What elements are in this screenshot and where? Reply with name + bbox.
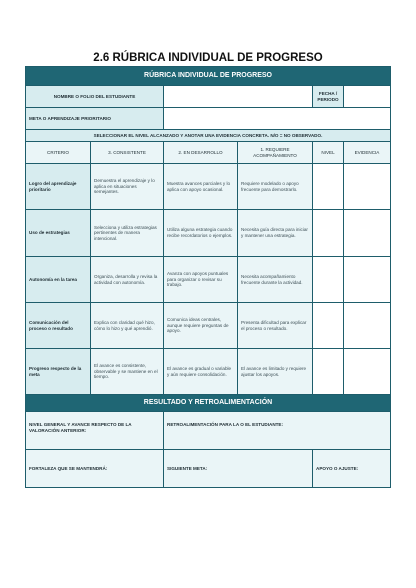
column-header: 2. EN DESARROLLO (163, 142, 237, 163)
evidence-field[interactable] (343, 257, 390, 302)
goal-field[interactable] (163, 108, 390, 129)
next-goal-label: SIGUIENTE META: (167, 465, 208, 471)
level-field[interactable] (312, 257, 343, 302)
criterion-row (26, 302, 390, 348)
level-1-description: El avance es limitado y requiere ajustar los apoyos. (237, 349, 312, 394)
column-header-row (26, 141, 390, 163)
evidence-field[interactable] (343, 303, 390, 348)
level-1-description: Necesita acompañamiento frecuente durante la actividad. (237, 257, 312, 302)
level-field[interactable] (312, 164, 343, 209)
period-field[interactable] (343, 86, 390, 107)
level-field[interactable] (312, 349, 343, 394)
goal-row (26, 107, 390, 129)
overall-level-label: NIVEL GENERAL Y AVANCE RESPECTO DE LA VALORACIÓN ANTERIOR: (29, 422, 132, 433)
level-field[interactable] (312, 303, 343, 348)
criterion-row (26, 163, 390, 209)
column-header: 3. CONSISTENTE (90, 142, 163, 163)
criterion-row (26, 209, 390, 256)
level-2-description: Utiliza alguna estrategia cuando recibe recordatorios o ejemplos. (163, 210, 237, 256)
evidence-field[interactable] (343, 349, 390, 394)
criterion-name: Autonomía en la tarea (26, 257, 90, 302)
feedback-label: RETROALIMENTACIÓN PARA LA O EL ESTUDIANTE: (167, 422, 284, 427)
level-2-description: Comunica ideas centrales, aunque requiere preguntas de apoyo. (163, 303, 237, 348)
results-title: RESULTADO Y RETROALIMENTACIÓN (26, 395, 390, 411)
criterion-name: Comunicación del proceso o resultado (26, 303, 90, 348)
level-3-description: El avance es consistente, observable y se mantiene en el tiempo. (90, 349, 163, 394)
level-1-description: Requiere modelado o apoyo frecuente para demostrarlo. (237, 164, 312, 209)
column-header: 1. REQUIERE ACOMPAÑAMIENTO (237, 142, 312, 163)
level-3-description: Demuestra el aprendizaje y lo aplica en situaciones semejantes. (90, 164, 163, 209)
criterion-row (26, 256, 390, 302)
criterion-name: Uso de estrategias (26, 210, 90, 256)
level-field[interactable] (312, 210, 343, 256)
instruction-row (26, 129, 390, 141)
period-label: FECHA / PERIODO (312, 86, 343, 107)
level-2-description: Muestra avances parciales y lo aplica con apoyo ocasional. (163, 164, 237, 209)
level-1-description: Necesita guía directa para iniciar y mantener una estrategia. (237, 210, 312, 256)
criterion-row (26, 348, 390, 394)
student-row (26, 85, 390, 107)
criterion-name: Logro del aprendizaje prioritario (26, 164, 90, 209)
results-row (26, 411, 390, 449)
evidence-field[interactable] (343, 210, 390, 256)
header-title: RÚBRICA INDIVIDUAL DE PROGRESO (26, 67, 390, 85)
followup-row (26, 449, 390, 487)
level-2-description: Avanza con apoyos puntuales para organizar o revisar su trabajo. (163, 257, 237, 302)
support-field[interactable] (312, 450, 390, 487)
level-1-description: Presenta dificultad para explicar el proceso o resultado. (237, 303, 312, 348)
strength-label: FORTALEZA QUE SE MANTENDRÁ: (29, 465, 108, 471)
header-bar (26, 67, 390, 85)
support-label: APOYO O AJUSTE: (316, 465, 359, 471)
column-header: CRITERIO (26, 142, 90, 163)
student-field[interactable] (163, 86, 312, 107)
column-header: EVIDENCIA (343, 142, 390, 163)
feedback-field[interactable] (163, 412, 390, 449)
evidence-field[interactable] (343, 164, 390, 209)
rubric-table (25, 66, 391, 488)
instruction-text: SELECCIONAR EL NIVEL ALCANZADO Y ANOTAR UNA EVIDENCIA CONCRETA. N/O = NO OBSERVADO. (26, 130, 390, 141)
criterion-name: Progreso respecto de la meta (26, 349, 90, 394)
level-3-description: Explica con claridad qué hizo, cómo lo hizo y qué aprendió. (90, 303, 163, 348)
next-goal-field[interactable] (163, 450, 312, 487)
strength-field[interactable] (26, 450, 163, 487)
student-label: NOMBRE O FOLIO DEL ESTUDIANTE (26, 86, 163, 107)
goal-label: META O APRENDIZAJE PRIORITARIO (26, 108, 163, 129)
level-3-description: Organiza, desarrolla y revisa la actividad con autonomía. (90, 257, 163, 302)
page-title: 2.6 RÚBRICA INDIVIDUAL DE PROGRESO (93, 52, 323, 64)
results-bar (26, 394, 390, 411)
overall-level-field[interactable] (26, 412, 163, 449)
level-2-description: El avance es gradual o variable y aún requiere consolidación. (163, 349, 237, 394)
level-3-description: Selecciona y utiliza estrategias pertinentes de manera intencional. (90, 210, 163, 256)
column-header: NIVEL (312, 142, 343, 163)
